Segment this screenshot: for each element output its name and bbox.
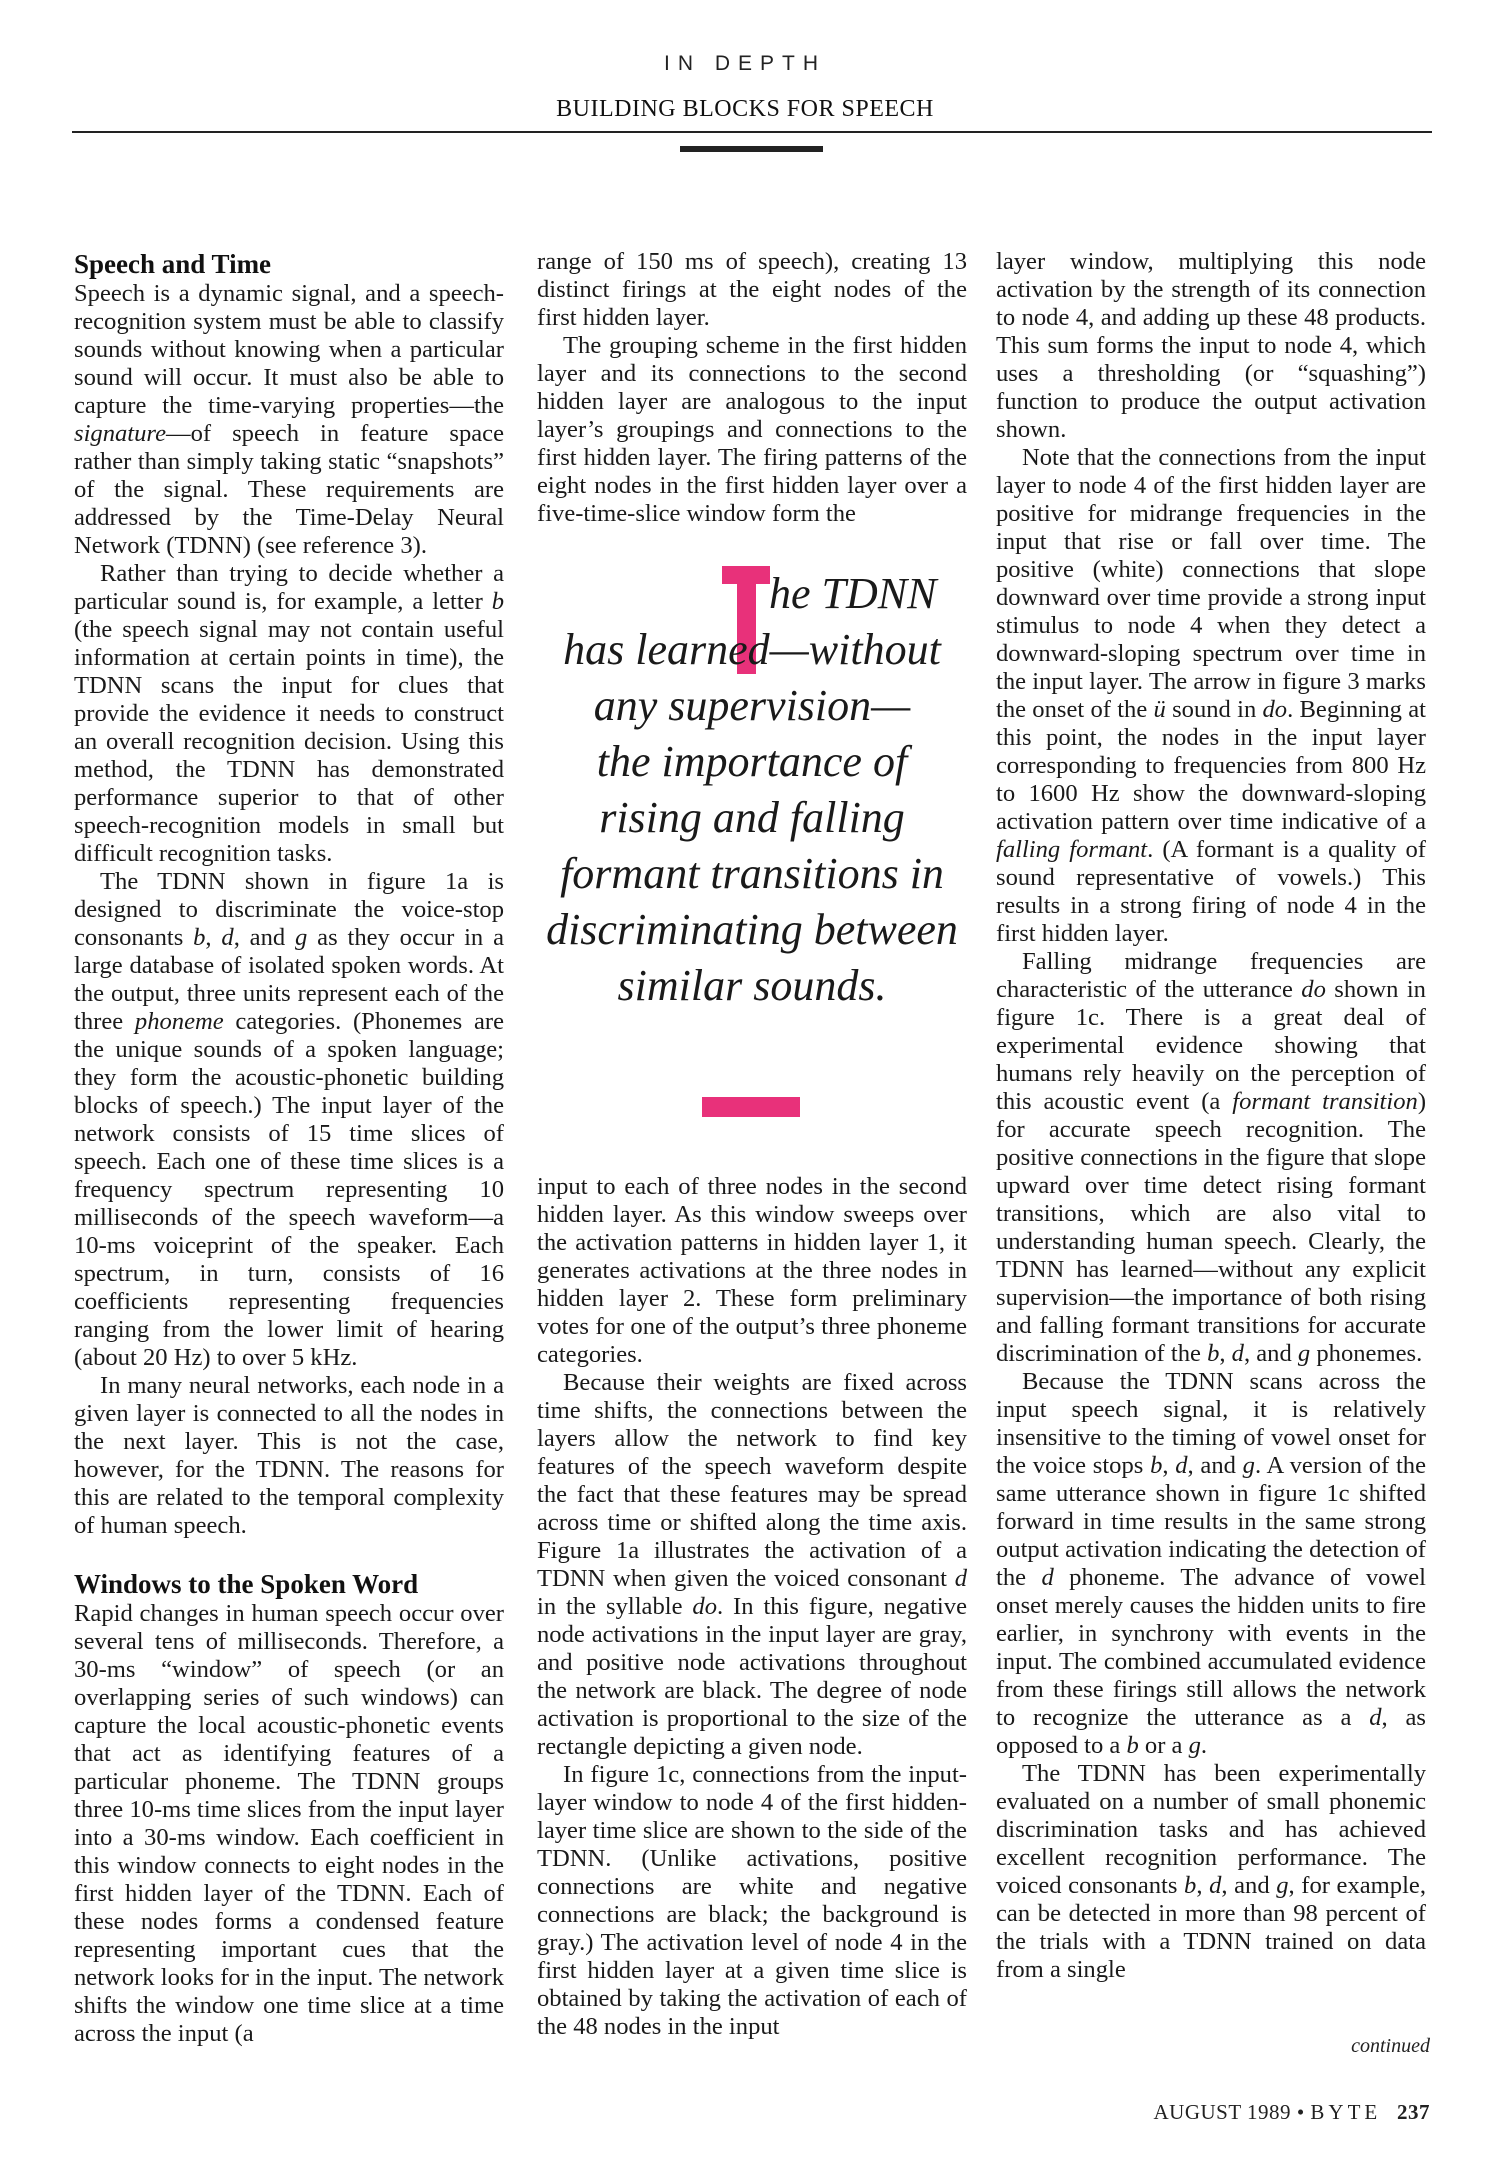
page-number: 237 — [1397, 2100, 1430, 2124]
text-run: as they occur in a large database of isolated spoken words. At the output, three units represent each of the three — [74, 924, 504, 1035]
italic-run: d — [1369, 1704, 1382, 1731]
heading-windows-to-the-spoken-word: Windows to the Spoken Word — [74, 1569, 419, 1599]
text-run: Because the TDNN scans across the input speech signal, it is relatively insensitive to the timing of vowel onset for the voice stops — [996, 1368, 1426, 1479]
paragraph — [996, 1760, 1426, 1984]
paragraph: In figure 1c, connections from the input-layer window to node 4 of the first hidden-layer time slice are shown to the side of the TDNN. (Unlike activations, positive connections are white and negative connections are black; the background is gray.) The activation level of node 4 in the first hidden layer at a given time slice is obtained by taking the activation of each of the 48 nodes in the input — [537, 1761, 967, 2040]
italic-run: b — [491, 588, 504, 615]
footer-date: AUGUST 1989 — [1153, 2100, 1292, 2124]
italic-run: g — [1297, 1340, 1311, 1367]
text-run: sound in — [1165, 696, 1263, 723]
text-run: . A version of the same utterance shown in figure 1c shifted forward in time results in the same strong output activation indicating the detection of the — [996, 1452, 1426, 1591]
paragraph — [996, 444, 1426, 948]
text-run: Note that the connections from the input layer to node 4 of the first hidden layer are positive for midrange frequencies in the input that rise or fall over time. The positive (white) connections that slope downward over time provide a strong input stimulus to node 4 when they detect a downward-sloping spectrum over time in the input layer. The arrow in figure 3 marks the onset of the — [996, 444, 1426, 723]
text-run: The TDNN shown in figure 1a is designed to discriminate the voice-stop consonants — [74, 868, 504, 951]
text-run: , as opposed to a — [996, 1704, 1426, 1759]
italic-run: g — [1276, 1872, 1289, 1899]
paragraph: range of 150 ms of speech), creating 13 distinct firings at the eight nodes of the first hidden layer. — [537, 248, 967, 331]
text-run: Because their weights are fixed across time shifts, the connections between the layers allow the network to find key features of the speech waveform despite the fact that these features may be spread across time or shifted along the time axis. Figure 1a illustrates the activation of a TDNN when given the voiced consonant — [537, 1369, 967, 1592]
footer-magazine: BYTE — [1310, 2100, 1382, 2124]
paragraph: layer window, multiplying this node activation by the strength of its connection to node 4, and adding up these 48 products. This sum forms the input to node 4, which uses a thresholding (or “squashing”) function to produce the output activation shown. — [996, 248, 1426, 443]
text-run: , and — [1243, 1340, 1298, 1367]
text-run: , — [1162, 1452, 1176, 1479]
text-run: Speech is a dynamic signal, and a speech-recognition system must be able to classify sounds without knowing when a particular sound will occur. It must also be able to capture the time-varying properties—the — [74, 280, 504, 419]
italic-run: d — [1175, 1452, 1188, 1479]
heading-speech-and-time: Speech and Time — [74, 249, 272, 279]
text-run: ) for accurate speech recognition. The positive connections in the figure that slope upward over time detect rising formant transitions, which are also vital to understanding human speech. Clearly, the TDNN has learned—without any explicit supervision—the importance of both rising and falling formant transitions for accurate discrimination of the — [996, 1088, 1427, 1367]
text-run: , and — [1221, 1872, 1277, 1899]
header-rule-accent — [680, 146, 823, 152]
pullquote-line — [537, 566, 967, 622]
pullquote-line: discriminating between — [546, 905, 958, 954]
text-run: . (A formant is a quality of sound representative of vowels.) This results in a strong firing of node 4 in the first hidden layer. — [996, 836, 1426, 947]
italic-run: do — [1262, 696, 1288, 723]
column-3 — [996, 248, 1426, 1984]
text-run: phoneme. The advance of vowel onset merely causes the hidden units to fire earlier, in synchrony with events in the input. The combined accumulated evidence from these firings still allows the network to recognize the utterance as a — [996, 1564, 1426, 1731]
italic-run: b — [1207, 1340, 1220, 1367]
text-run: Falling midrange frequencies are characteristic of the utterance — [996, 948, 1426, 1003]
italic-run: b — [1184, 1872, 1197, 1899]
paragraph — [537, 1369, 967, 1761]
paragraph — [74, 280, 504, 560]
pullquote-line: rising and falling — [599, 793, 905, 842]
text-run: The TDNN has been experimentally evaluated on a number of small phonemic discrimination tasks and has achieved excellent recognition performance. The voiced consonants — [996, 1760, 1426, 1899]
text-run: categories. (Phonemes are the unique sounds of a spoken language; they form the acoustic-phonetic building blocks of speech.) The input layer of the network consists of 15 time slices of speech. Each one of these time slices is a frequency spectrum representing 10 milliseconds of the speech waveform—a 10-ms voiceprint of the speaker. Each spectrum, in turn, consists of 16 coefficients representing frequencies ranging from the lower limit of hearing (about 20 Hz) to over 5 kHz. — [74, 1008, 504, 1371]
pullquote-line: has learned—without — [563, 625, 941, 674]
column-2-bottom — [537, 1173, 967, 2041]
paragraph: The grouping scheme in the first hidden layer and its connections to the second hidden layer are analogous to the input layer’s groupings and connections to the first hidden layer. The firing patterns of the eight nodes in the first hidden layer over a five-time-slice window form the — [537, 332, 967, 527]
italic-run: b — [1126, 1732, 1139, 1759]
column-2-top — [537, 248, 967, 528]
kicker: IN DEPTH — [663, 52, 826, 75]
italic-run: do — [1301, 976, 1326, 1003]
italic-run: d — [954, 1565, 967, 1592]
text-run: phonemes. — [1310, 1340, 1423, 1367]
italic-run: do — [692, 1593, 717, 1620]
italic-run: b — [1150, 1452, 1163, 1479]
text-run: (the speech signal may not contain useful information at certain points in time), the TDNN scans the input for clues that provide the evidence it needs to construct an overall recognition decision. Using this method, the TDNN has demonstrated performance superior to that of other speech-recognition models in small but difficult recognition tasks. — [74, 616, 504, 867]
italic-run: d — [1041, 1564, 1054, 1591]
italic-run: g — [1188, 1732, 1201, 1759]
italic-run: ü — [1153, 696, 1166, 723]
italic-run: b — [193, 924, 206, 951]
pullquote-line: any supervision— — [593, 681, 911, 730]
italic-run: g — [1242, 1452, 1255, 1479]
header-rule — [72, 131, 1432, 133]
pullquote-line: the importance of — [596, 737, 908, 786]
column-1 — [74, 248, 504, 2048]
italic-run: formant transition — [1232, 1088, 1418, 1115]
text-run: , for example, can be detected in more than 98 percent of the trials with a TDNN trained on data from a single — [996, 1872, 1426, 1983]
paragraph: input to each of three nodes in the second hidden layer. As this window sweeps over the activation patterns in hidden layer 1, it generates activations at the three nodes in hidden layer 2. These form preliminary votes for one of the output’s three phoneme categories. — [537, 1173, 967, 1368]
paragraph — [74, 560, 504, 868]
italic-run: g — [295, 924, 308, 951]
paragraph: In many neural networks, each node in a given layer is connected to all the nodes in the next layer. This is not the case, however, for the TDNN. The reasons for this are related to the temporal complexity of human speech. — [74, 1372, 504, 1539]
italic-run: phoneme — [134, 1008, 224, 1035]
page-footer — [1000, 2100, 1430, 2125]
pullquote — [537, 566, 967, 1014]
text-run: , — [1196, 1872, 1210, 1899]
text-run: shown in figure 1c. There is a great deal of experimental evidence showing that humans rely heavily on the perception of this acoustic event (a — [996, 976, 1426, 1115]
pullquote-line: similar sounds. — [617, 961, 887, 1010]
paragraph — [996, 1368, 1426, 1760]
text-run: , — [1219, 1340, 1232, 1367]
paragraph — [996, 948, 1426, 1368]
text-run: , and — [233, 924, 296, 951]
text-run: , — [205, 924, 222, 951]
text-run: . Beginning at this point, the nodes in the input layer corresponding to frequencies from 800 Hz to 1600 Hz show the downward-sloping activation pattern over time indicative of a — [996, 696, 1426, 835]
italic-run: d — [1209, 1872, 1222, 1899]
text-run: . — [1200, 1732, 1208, 1759]
text-run: , and — [1187, 1452, 1243, 1479]
italic-run: signature — [74, 420, 166, 447]
italic-run: d — [1231, 1340, 1244, 1367]
continued-note: continued — [1351, 2035, 1430, 2057]
paragraph — [74, 868, 504, 1372]
footer-separator: • — [1296, 2100, 1305, 2124]
text-run: Rather than trying to decide whether a particular sound is, for example, a letter — [74, 560, 504, 615]
pullquote-accent-bar — [702, 1097, 800, 1117]
text-run: or a — [1138, 1732, 1189, 1759]
text-run: —of speech in feature space rather than simply taking static “snapshots” of the signal. These requirements are addressed by the Time-Delay Neural Network (TDNN) (see reference 3). — [74, 420, 504, 559]
pullquote-line-text: he TDNN — [769, 569, 937, 618]
pullquote-line: formant transitions in — [560, 849, 944, 898]
italic-run: falling formant — [996, 836, 1148, 863]
paragraph: Rapid changes in human speech occur over several tens of milliseconds. Therefore, a 30-ms “window” of speech (or an overlapping series of such windows) can capture the local acoustic-phonetic events that act as identifying features of a particular phoneme. The TDNN groups three 10-ms time slices from the input layer into a 30-ms window. Each coefficient in this window connects to eight nodes in the first hidden layer of the TDNN. Each of these nodes forms a condensed feature representing important cues that the network looks for in the input. The network shifts the window one time slice at a time across the input (a — [74, 1600, 504, 2047]
text-run: . In this figure, negative node activations in the input layer are gray, and positive node activations throughout the network are black. The degree of node activation is proportional to the size of the rectangle depicting a given node. — [537, 1593, 967, 1760]
section-title: BUILDING BLOCKS FOR SPEECH — [556, 96, 934, 122]
italic-run: d — [221, 924, 234, 951]
text-run: in the syllable — [537, 1593, 693, 1620]
